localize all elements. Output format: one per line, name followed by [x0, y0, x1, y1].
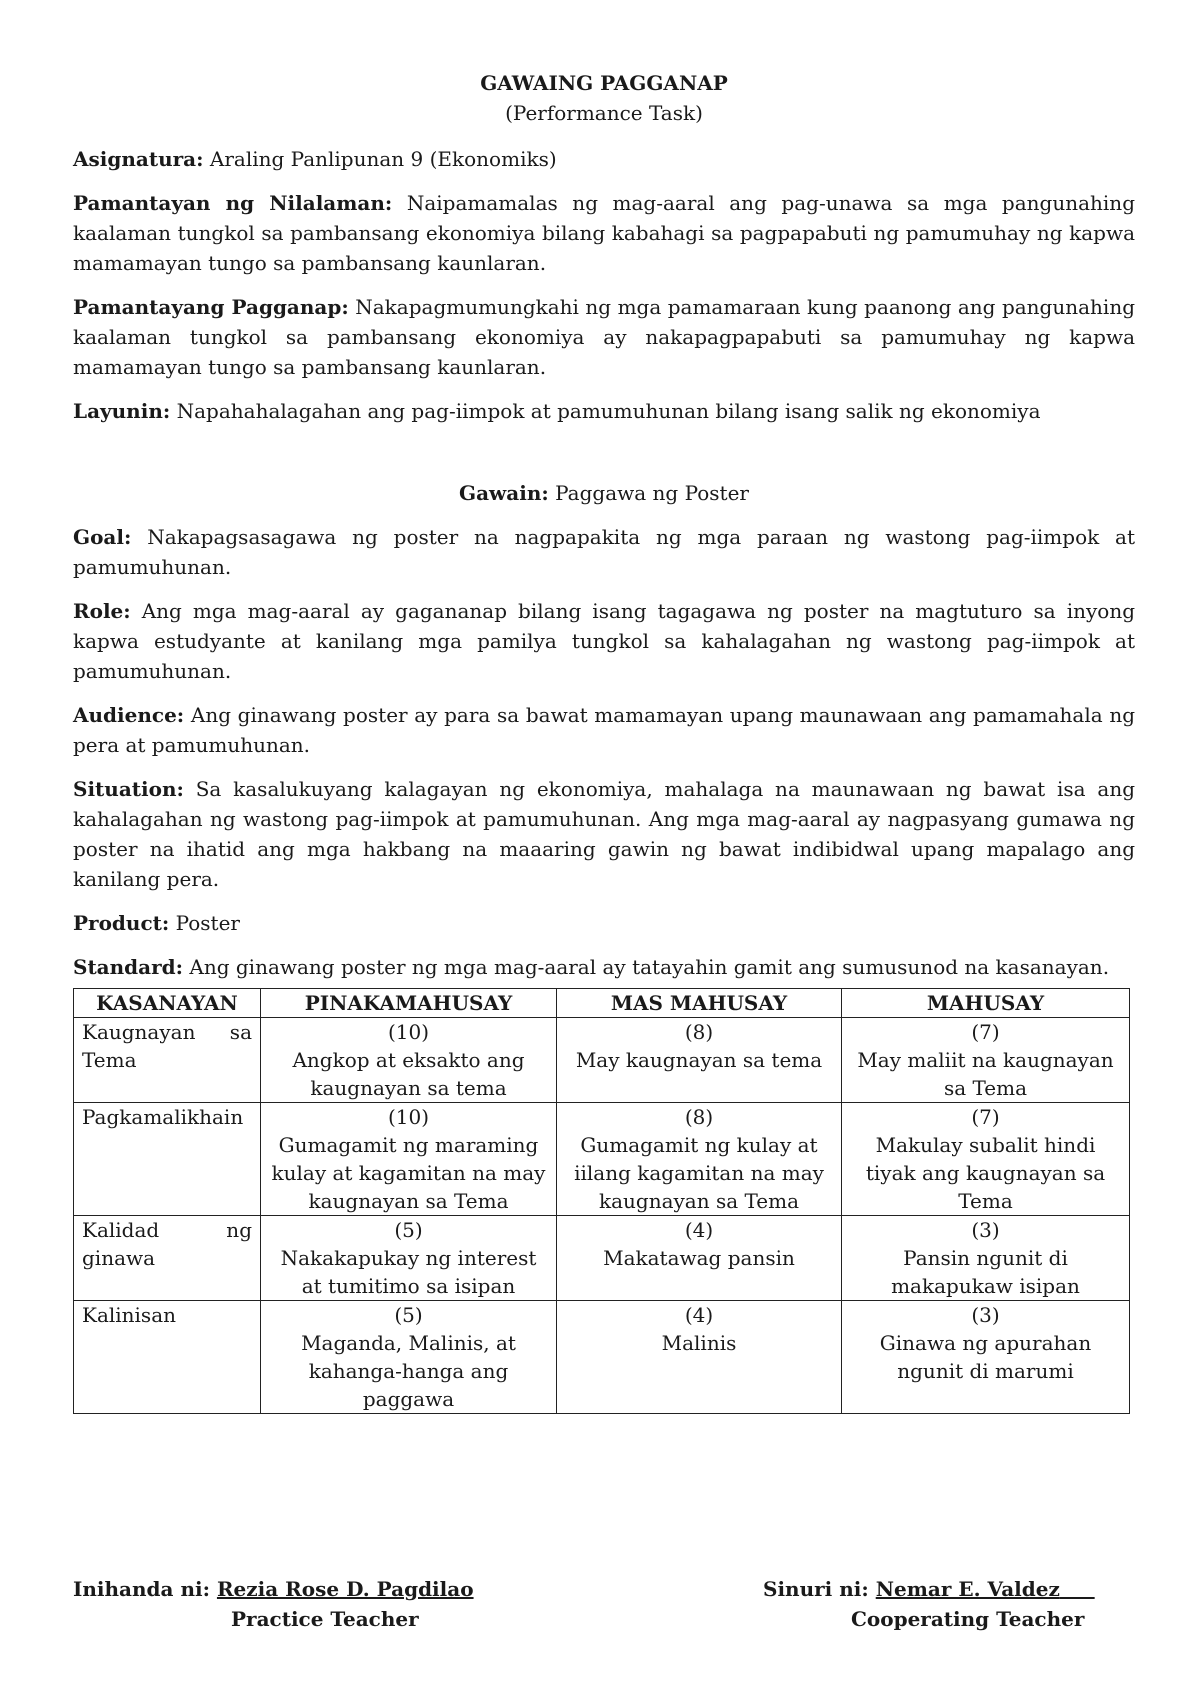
document-body: [73, 68, 1135, 1414]
audience-text: Ang ginawang poster ay para sa bawat mamamayan upang maunawaan ang pamamahala ng pera at pamumuhunan.: [73, 703, 1135, 757]
rubric-desc: Nakakapukay ng interest at tumitimo sa isipan: [280, 1246, 537, 1298]
rubric-desc: Gumagamit ng maraming kulay at kagamitan na may kaugnayan sa Tema: [271, 1133, 546, 1213]
rubric-cell: [261, 1301, 557, 1414]
layunin-line: [73, 396, 1135, 426]
situation-text: Sa kasalukuyang kalagayan ng ekonomiya, mahalaga na maunawaan ng bawat isa ang kahalagahan ng wastong pag-iimpok at pamumuhunan. Ang mga mag-aaral ay nagpasyang gumawa ng poster na ihatid ang mga hakbang na maaaring gawin ng bawat indibidwal upang mapalago ang kanilang pera.: [73, 777, 1135, 891]
checked-by-name: Nemar E. Valdez: [875, 1577, 1060, 1601]
checked-by-role: Cooperating Teacher: [851, 1607, 1085, 1631]
pamantayan-nilalaman-label: Pamantayan ng Nilalaman:: [73, 191, 393, 215]
rubric-cell: [842, 1018, 1130, 1103]
pamantayan-nilalaman: [73, 188, 1135, 278]
rubric-desc: Makulay subalit hindi tiyak ang kaugnayan sa Tema: [865, 1133, 1106, 1213]
prepared-by-label: Inihanda ni:: [73, 1577, 210, 1601]
goal-line: [73, 522, 1135, 582]
rubric-table: [73, 988, 1130, 1414]
rubric-desc: May kaugnayan sa tema: [575, 1048, 823, 1072]
pamantayan-nilalaman-text: Naipamamalas ng mag-aaral ang pag-unawa sa mga pangunahing kaalaman tungkol sa pambansang ekonomiya bilang kabahagi sa pagpapabuti ng pamumuhay ng kapwa mamamayan tungo sa pambansang kaunlaran.: [73, 191, 1135, 275]
standard-line: [73, 952, 1135, 982]
layunin-label: Layunin:: [73, 399, 171, 423]
rubric-row: [74, 1301, 1130, 1414]
rubric-row: [74, 1216, 1130, 1301]
role-text: Ang mga mag-aaral ay gagananap bilang isang tagagawa ng poster na magtuturo sa inyong kapwa estudyante at kanilang mga pamilya tungkol sa kahalagahan ng wastong pag-iimpok at pamumuhunan.: [73, 599, 1136, 683]
asignatura-label: Asignatura:: [73, 147, 204, 171]
rubric-cell: [261, 1216, 557, 1301]
rubric-cell: [261, 1103, 557, 1216]
rubric-criterion: Kalinisan: [74, 1301, 261, 1414]
rubric-cell: [842, 1301, 1130, 1414]
rubric-desc: Gumagamit ng kulay at iilang kagamitan na may kaugnayan sa Tema: [574, 1133, 824, 1213]
checked-by: [763, 1574, 1095, 1634]
rubric-score: (8): [684, 1105, 714, 1129]
asignatura-line: [73, 144, 1135, 174]
rubric-desc: Malinis: [661, 1331, 737, 1355]
rubric-score: (7): [971, 1105, 1000, 1129]
gawain-heading: [73, 478, 1135, 508]
rubric-criterion: Pagkamalikhain: [74, 1103, 261, 1216]
audience-label: Audience:: [73, 703, 185, 727]
prepared-by: [73, 1574, 474, 1634]
rubric-desc: May maliit na kaugnayan sa Tema: [857, 1048, 1114, 1100]
role-label: Role:: [73, 599, 131, 623]
situation-line: [73, 774, 1135, 894]
gawain-text: Paggawa ng Poster: [555, 481, 749, 505]
rubric-desc: Maganda, Malinis, at kahanga-hanga ang paggawa: [301, 1331, 516, 1411]
rubric-score: (10): [387, 1105, 430, 1129]
rubric-score: (10): [387, 1020, 430, 1044]
standard-label: Standard:: [73, 955, 184, 979]
rubric-score: (5): [394, 1218, 423, 1242]
rubric-cell: [261, 1018, 557, 1103]
rubric-cell: [557, 1301, 842, 1414]
rubric-score: (3): [971, 1303, 1000, 1327]
rubric-header-cell: PINAKAMAHUSAY: [261, 989, 557, 1018]
rubric-desc: Makatawag pansin: [603, 1246, 795, 1270]
prepared-by-role: Practice Teacher: [231, 1607, 419, 1631]
layunin-text: Napahahalagahan ang pag-iimpok at pamumuhunan bilang isang salik ng ekonomiya: [176, 399, 1041, 423]
goal-text: Nakapagsasagawa ng poster na nagpapakita ng mga paraan ng wastong pag-iimpok at pamumuhunan.: [73, 525, 1136, 579]
prepared-by-name: Rezia Rose D. Pagdilao: [216, 1577, 474, 1601]
signature-block: [73, 1574, 1133, 1634]
rubric-score: (4): [684, 1303, 714, 1327]
document-title: GAWAING PAGGANAP: [480, 71, 728, 95]
product-label: Product:: [73, 911, 170, 935]
checked-by-label: Sinuri ni:: [763, 1577, 869, 1601]
document-subtitle: (Performance Task): [505, 101, 703, 125]
rubric-criterion: Kalidad ng ginawa: [74, 1216, 261, 1301]
rubric-score: (8): [684, 1020, 714, 1044]
role-line: [73, 596, 1135, 686]
rubric-header-cell: MAS MAHUSAY: [557, 989, 842, 1018]
rubric-row: [74, 1018, 1130, 1103]
rubric-cell: [842, 1103, 1130, 1216]
rubric-score: (5): [394, 1303, 423, 1327]
rubric-header-cell: MAHUSAY: [842, 989, 1130, 1018]
audience-line: [73, 700, 1135, 760]
pamantayang-pagganap-text: Nakapagmumungkahi ng mga pamamaraan kung paanong ang pangunahing kaalaman tungkol sa pambansang ekonomiya ay nakapagpapabuti sa pamumuhay ng kapwa mamamayan tungo sa pambansang kaunlaran.: [73, 295, 1136, 379]
rubric-cell: [557, 1216, 842, 1301]
standard-text: Ang ginawang poster ng mga mag-aaral ay tatayahin gamit ang sumusunod na kasanayan.: [189, 955, 1110, 979]
product-line: [73, 908, 1135, 938]
rubric-cell: [557, 1103, 842, 1216]
rubric-desc: Pansin ngunit di makapukaw isipan: [891, 1246, 1080, 1298]
rubric-score: (3): [971, 1218, 1000, 1242]
rubric-score: (7): [971, 1020, 1000, 1044]
rubric-header-cell: KASANAYAN: [74, 989, 261, 1018]
pamantayang-pagganap-label: Pamantayang Pagganap:: [73, 295, 349, 319]
asignatura-text: Araling Panlipunan 9 (Ekonomiks): [209, 147, 557, 171]
rubric-row: [74, 1103, 1130, 1216]
pamantayang-pagganap: [73, 292, 1135, 382]
rubric-header-row: [74, 989, 1130, 1018]
rubric-score: (4): [684, 1218, 714, 1242]
goal-label: Goal:: [73, 525, 132, 549]
rubric-desc: Ginawa ng apurahan ngunit di marumi: [879, 1331, 1092, 1383]
rubric-cell: [557, 1018, 842, 1103]
gawain-label: Gawain:: [459, 481, 549, 505]
product-text: Poster: [175, 911, 240, 935]
situation-label: Situation:: [73, 777, 184, 801]
rubric-cell: [842, 1216, 1130, 1301]
rubric-criterion: Kaugnayan sa Tema: [74, 1018, 261, 1103]
rubric-desc: Angkop at eksakto ang kaugnayan sa tema: [292, 1048, 525, 1100]
